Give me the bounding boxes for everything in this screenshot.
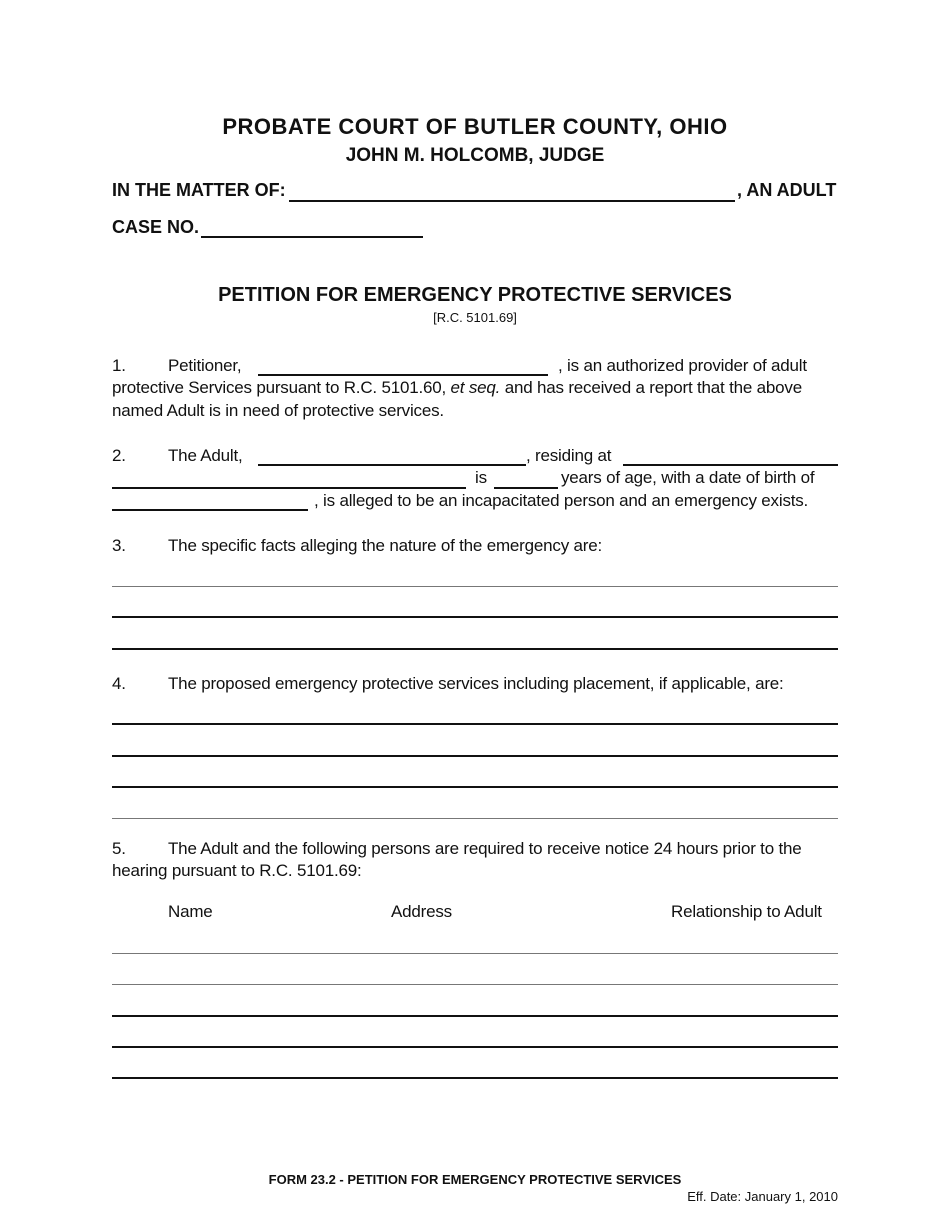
item-3-number: 3. [112, 536, 126, 555]
item-1-et-seq: et seq. [450, 378, 501, 397]
footer-form-title: FORM 23.2 - PETITION FOR EMERGENCY PROTECTIVE SERVICES [268, 1172, 682, 1187]
item-2-years: years of age, with a date of birth of [561, 468, 815, 487]
court-name: PROBATE COURT OF BUTLER COUNTY, OHIO [222, 114, 728, 139]
case-number-label: CASE NO. [112, 217, 200, 237]
item-1-line2-a: protective Services pursuant to R.C. 5101.60, [112, 378, 447, 397]
page-title: PETITION FOR EMERGENCY PROTECTIVE SERVICES [218, 284, 732, 306]
item-5-text-line2: hearing pursuant to R.C. 5101.69: [112, 861, 362, 880]
residence-field-1[interactable] [623, 464, 838, 466]
services-line-3[interactable] [112, 786, 838, 788]
column-header-relationship: Relationship to Adult [671, 902, 822, 921]
item-4-number: 4. [112, 674, 126, 693]
notice-line-1[interactable] [112, 953, 838, 954]
item-2-number: 2. [112, 446, 126, 465]
notice-line-5[interactable] [112, 1077, 838, 1079]
item-2-is: is [475, 468, 487, 487]
footer-effective-date: Eff. Date: January 1, 2010 [687, 1189, 838, 1204]
item-1-text: , is an authorized provider of adult [558, 356, 807, 375]
services-line-4[interactable] [112, 818, 838, 819]
item-2-residing: , residing at [526, 446, 612, 465]
birth-date-field[interactable] [112, 509, 308, 511]
column-header-address: Address [391, 902, 452, 921]
item-1-line2-b: and has received a report that the above [504, 378, 802, 397]
notice-line-2[interactable] [112, 984, 838, 985]
case-number-field[interactable] [201, 236, 423, 238]
item-1-line2 [112, 378, 802, 398]
item-3-text: The specific facts alleging the nature of the emergency are: [168, 536, 603, 555]
item-2-alleged: , is alleged to be an incapacitated person and an emergency exists. [314, 491, 809, 510]
item-2-lead: The Adult, [168, 446, 243, 465]
matter-name-field[interactable] [289, 200, 735, 202]
notice-line-3[interactable] [112, 1015, 838, 1017]
age-field[interactable] [494, 487, 558, 489]
notice-line-4[interactable] [112, 1046, 838, 1048]
facts-line-1[interactable] [112, 586, 838, 587]
residence-field-2[interactable] [112, 487, 466, 489]
matter-label: IN THE MATTER OF: [112, 180, 286, 200]
services-line-2[interactable] [112, 755, 838, 757]
matter-suffix: , AN ADULT [737, 180, 837, 200]
item-5-number: 5. [112, 839, 126, 858]
facts-line-3[interactable] [112, 648, 838, 650]
column-header-name: Name [168, 902, 213, 921]
item-1-line3: named Adult is in need of protective services. [112, 401, 444, 420]
judge-name: JOHN M. HOLCOMB, JUDGE [345, 145, 605, 166]
statute-reference: [R.C. 5101.69] [433, 310, 517, 325]
services-line-1[interactable] [112, 723, 838, 725]
item-1-lead: Petitioner, [168, 356, 242, 375]
item-4-text: The proposed emergency protective services including placement, if applicable, are: [168, 674, 784, 693]
item-5-text-line1: The Adult and the following persons are required to receive notice 24 hours prior to the [168, 839, 802, 858]
petitioner-field[interactable] [258, 374, 548, 376]
item-1-number: 1. [112, 356, 126, 375]
facts-line-2[interactable] [112, 616, 838, 618]
adult-name-field[interactable] [258, 464, 526, 466]
